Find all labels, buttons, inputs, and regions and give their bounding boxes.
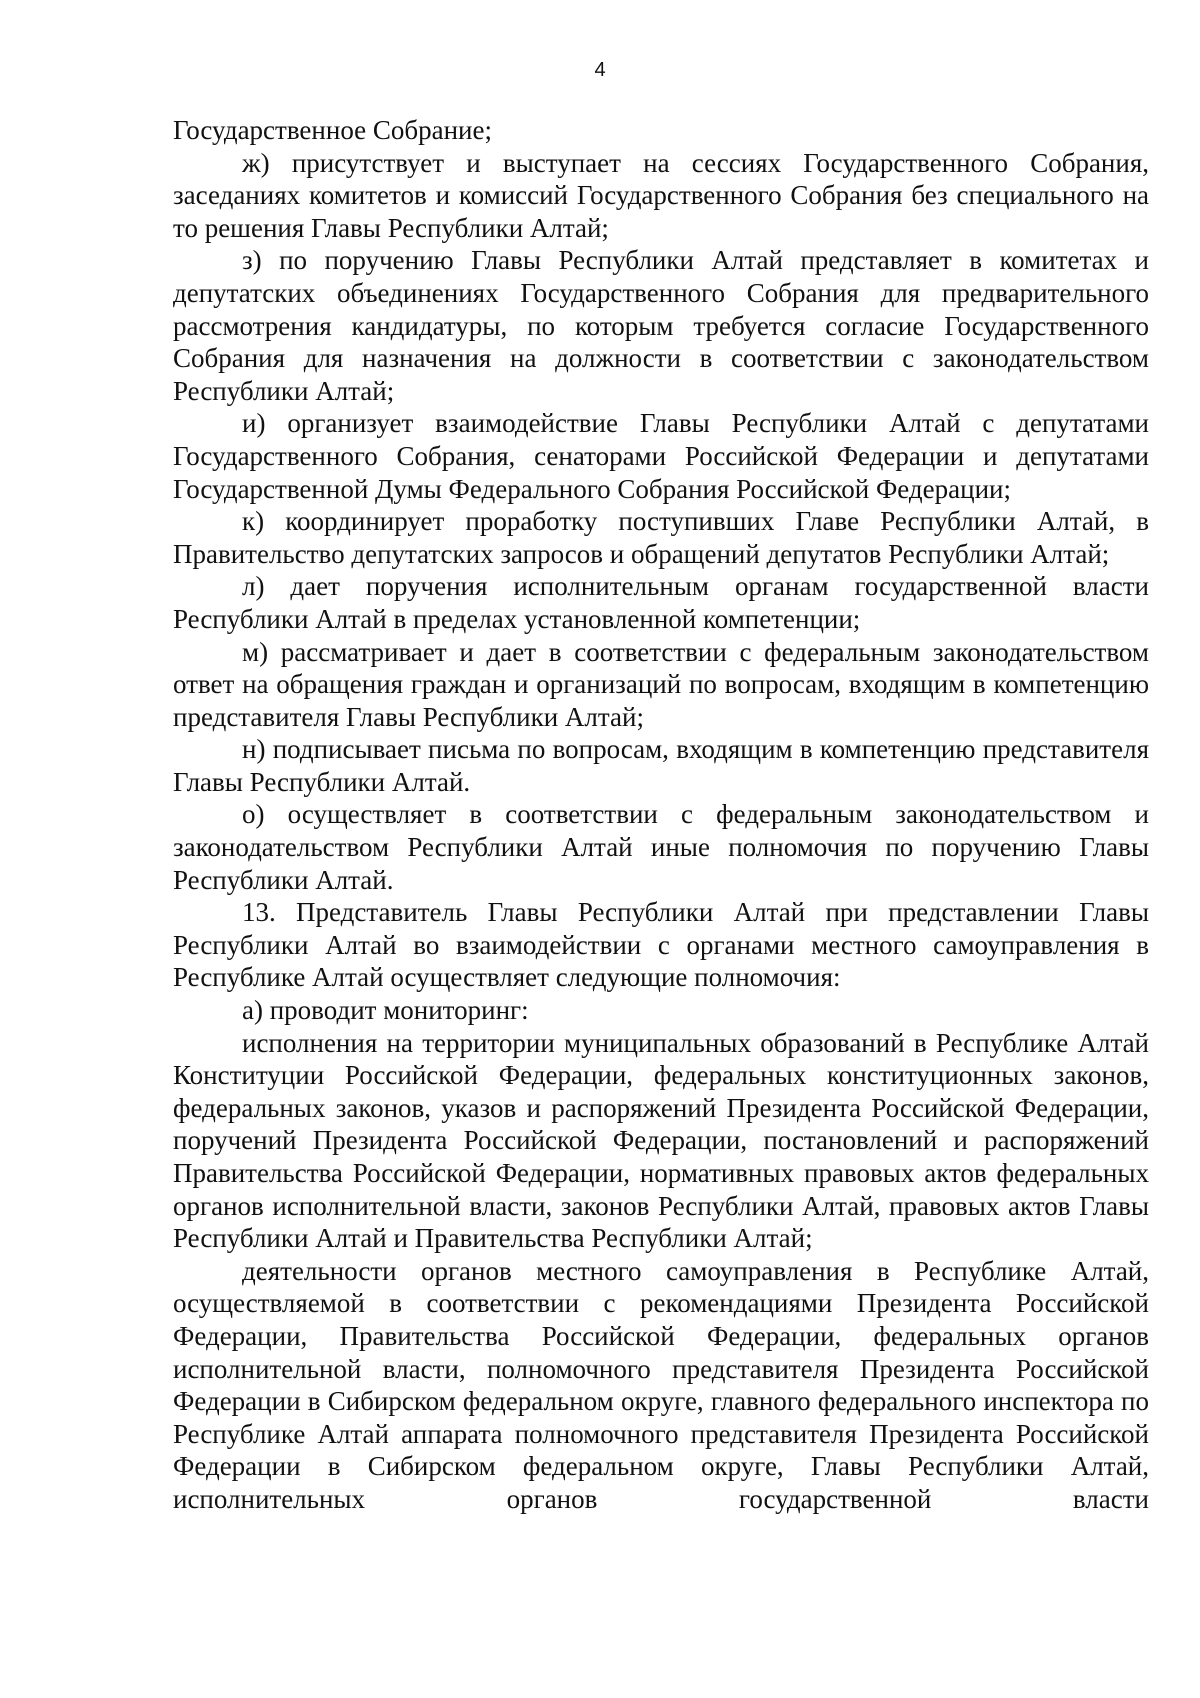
paragraph-item-o: о) осуществляет в соответствии с федеральным законодательством и законодательством Республики Алтай иные полномочия по поручению Главы Республики Алтай. — [173, 799, 1149, 895]
paragraph-item-zh: ж) присутствует и выступает на сессиях Государственного Собрания, заседаниях комитетов и комиссий Государственного Собрания без специального на то решения Главы Республики Алтай; — [173, 147, 1149, 243]
page-number: 4 — [594, 59, 606, 81]
paragraph-item-z: з) по поручению Главы Республики Алтай представляет в комитетах и депутатских объединениях Государственного Собрания для предварительного рассмотрения кандидатуры, по которым требуется согласие Государственного Собрания для назначения на должности в соответствии с законодательством Республики Алтай; — [173, 245, 1149, 406]
paragraph-monitoring-activity: деятельности органов местного самоуправления в Республике Алтай, осуществляемой в соответствии с рекомендациями Президента Российской Федерации, Правительства Российской Федерации, федеральных органов исполнительной власти, полномочного представителя Президента Российской Федерации в Сибирском федеральном округе, главного федерального инспектора по Республике Алтай аппарата полномочного представителя Президента Российской Федерации в Сибирском федеральном округе, Главы Республики Алтай, исполнительных органов государственной власти — [173, 1255, 1149, 1514]
paragraph-section-13: 13. Представитель Главы Республики Алтай при представлении Главы Республики Алтай во взаимодействии с органами местного самоуправления в Республике Алтай осуществляет следующие полномочия: — [173, 897, 1149, 993]
paragraph-monitoring-execution: исполнения на территории муниципальных образований в Республике Алтай Конституции Российской Федерации, федеральных конституционных законов, федеральных законов, указов и распоряжений Президента Российской Федерации, поручений Президента Российской Федерации, постановлений и распоряжений Правительства Российской Федерации, нормативных правовых актов федеральных органов исполнительной власти, законов Республики Алтай, правовых актов Главы Республики Алтай и Правительства Республики Алтай; — [173, 1027, 1149, 1254]
document-body — [173, 114, 1149, 1516]
paragraph-item-k: к) координирует проработку поступивших Главе Республики Алтай, в Правительство депутатских запросов и обращений депутатов Республики Алтай; — [173, 506, 1149, 569]
paragraph-item-a: а) проводит мониторинг: — [242, 995, 529, 1026]
paragraph-item-m: м) рассматривает и дает в соответствии с федеральным законодательством ответ на обращения граждан и организаций по вопросам, входящим в компетенцию представителя Главы Республики Алтай; — [173, 636, 1149, 732]
paragraph-item-i: и) организует взаимодействие Главы Республики Алтай с депутатами Государственного Собрания, сенаторами Российской Федерации и депутатами Государственной Думы Федерального Собрания Российской Федерации; — [173, 408, 1149, 504]
paragraph-item-l: л) дает поручения исполнительным органам государственной власти Республики Алтай в пределах установленной компетенции; — [173, 571, 1149, 634]
paragraph-continuation: Государственное Собрание; — [173, 115, 492, 145]
paragraph-item-n: н) подписывает письма по вопросам, входящим в компетенцию представителя Главы Республики Алтай. — [173, 734, 1149, 797]
